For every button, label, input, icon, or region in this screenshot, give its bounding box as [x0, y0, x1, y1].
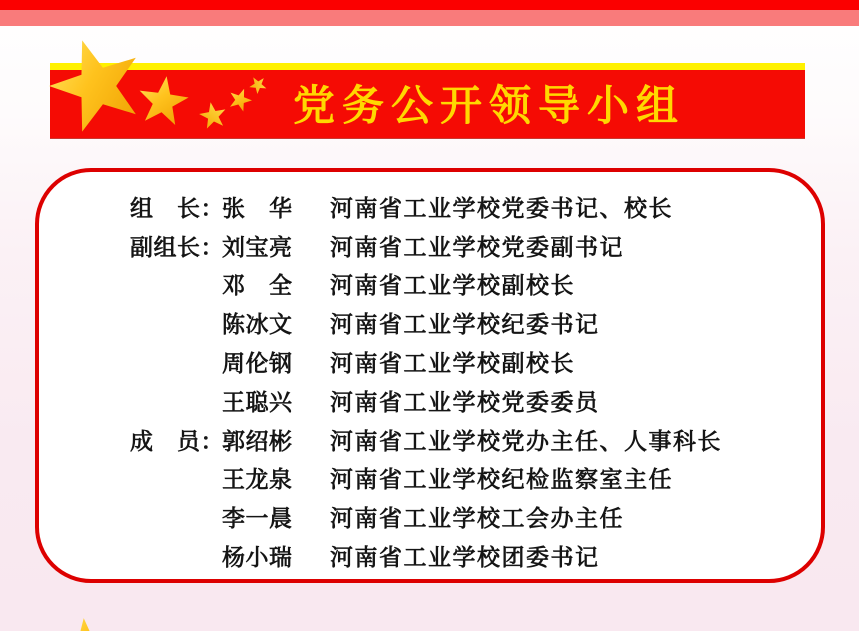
roster-person-title: 河南省工业学校党委副书记 [330, 234, 624, 261]
small-gold-star-icon [197, 100, 228, 130]
roster-person-name: 邓 全 [222, 273, 293, 300]
roster-row [130, 226, 801, 265]
roster-panel [35, 168, 825, 583]
gold-stars-icon [40, 28, 280, 148]
roster-person-title: 河南省工业学校纪检监察室主任 [330, 467, 673, 494]
roster-person-title: 河南省工业学校工会办主任 [330, 506, 624, 533]
roster-person-title: 河南省工业学校团委书记 [330, 545, 600, 572]
roster-person-title: 河南省工业学校副校长 [330, 273, 575, 300]
roster-row [130, 497, 801, 536]
roster-person-name: 张 华 [222, 195, 293, 222]
roster-person-title: 河南省工业学校党委委员 [330, 389, 600, 416]
roster-person-name: 杨小瑞 [222, 545, 293, 572]
roster-person-name: 周伦钢 [222, 351, 293, 378]
roster-row [130, 420, 801, 459]
roster-person-name: 刘宝亮 [222, 234, 293, 261]
roster-role-label: 副组长： [130, 234, 224, 261]
roster-person-name: 郭绍彬 [222, 428, 293, 455]
top-red-ribbon [0, 0, 859, 10]
roster-person-title: 河南省工业学校副校长 [330, 351, 575, 378]
top-salmon-ribbon [0, 10, 859, 26]
roster-role-label: 组 长： [130, 195, 224, 222]
page-title: 党务公开领导小组 [293, 81, 686, 130]
roster-person-name: 王聪兴 [222, 389, 293, 416]
roster-row [130, 342, 801, 381]
roster-person-title: 河南省工业学校纪委书记 [330, 312, 600, 339]
large-gold-star-icon [40, 28, 152, 137]
roster-row [130, 459, 801, 498]
roster-person-title: 河南省工业学校党委书记、校长 [330, 195, 673, 222]
roster-row [130, 265, 801, 304]
roster-list [130, 187, 801, 575]
roster-person-name: 王龙泉 [222, 467, 293, 494]
roster-row [130, 187, 801, 226]
roster-role-label: 成 员： [130, 428, 224, 455]
roster-row [130, 536, 801, 575]
roster-row [130, 381, 801, 420]
small-gold-star-icon-2 [226, 85, 255, 113]
roster-person-name: 李一晨 [222, 506, 293, 533]
medium-gold-star-icon [136, 73, 192, 126]
bottom-gold-star-icon [62, 616, 114, 631]
roster-person-name: 陈冰文 [222, 312, 293, 339]
tiny-gold-star-icon [247, 73, 271, 96]
roster-row [130, 303, 801, 342]
roster-person-title: 河南省工业学校党办主任、人事科长 [330, 428, 722, 455]
